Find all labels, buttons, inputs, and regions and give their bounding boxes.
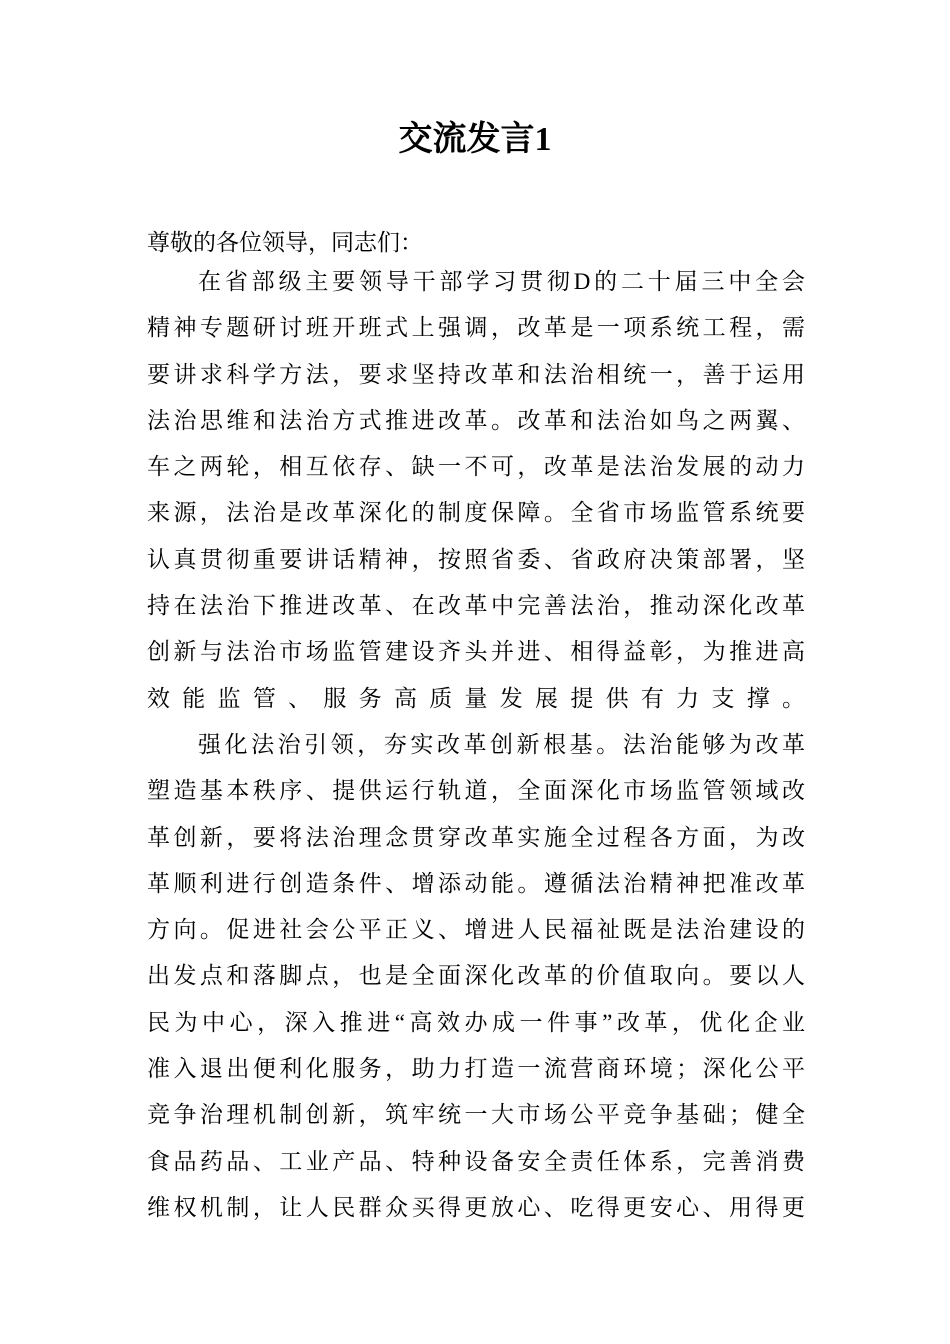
document-body (147, 266, 805, 1238)
paragraph-line: 精神专题研讨班开班式上强调，改革是一项系统工程，需 (147, 315, 805, 341)
paragraph-line: 竞争治理机制创新，筑牢统一大市场公平竞争基础；健全 (147, 1102, 805, 1128)
paragraph-line: 效能监管、服务高质量发展提供有力支撑。 (147, 685, 805, 711)
paragraph-line: 车之两轮，相互依存、缺一不可，改革是法治发展的动力 (147, 454, 805, 480)
paragraph-line: 民为中心，深入推进“高效办成一件事”改革，优化企业 (147, 1009, 805, 1035)
paragraph-line: 食品药品、工业产品、特种设备安全责任体系，完善消费 (147, 1148, 805, 1174)
paragraph-line: 准入退出便利化服务，助力打造一流营商环境；深化公平 (147, 1056, 805, 1082)
paragraph-line: 革创新，要将法治理念贯穿改革实施全过程各方面，为改 (147, 824, 805, 850)
paragraph-line: 塑造基本秩序、提供运行轨道，全面深化市场监管领域改 (147, 778, 805, 804)
document-title: 交流发言1 (398, 121, 552, 158)
paragraph-line: 革顺利进行创造条件、增添动能。遵循法治精神把准改革 (147, 870, 805, 896)
paragraph-line: 法治思维和法治方式推进改革。改革和法治如鸟之两翼、 (147, 407, 805, 433)
paragraph-line: 维权机制，让人民群众买得更放心、吃得更安心、用得更 (147, 1194, 805, 1220)
paragraph-line: 认真贯彻重要讲话精神，按照省委、省政府决策部署，坚 (147, 546, 805, 572)
paragraph-line: 方向。促进社会公平正义、增进人民福祉既是法治建设的 (147, 917, 805, 943)
paragraph-line: 创新与法治市场监管建设齐头并进、相得益彰，为推进高 (147, 639, 805, 665)
paragraph-line: 持在法治下推进改革、在改革中完善法治，推动深化改革 (147, 593, 805, 619)
paragraph-line: 强化法治引领，夯实改革创新根基。法治能够为改革 (198, 731, 805, 757)
paragraph-line: 要讲求科学方法，要求坚持改革和法治相统一，善于运用 (147, 361, 805, 387)
salutation: 尊敬的各位领导，同志们： (147, 230, 423, 255)
paragraph-line: 在省部级主要领导干部学习贯彻D的二十届三中全会 (198, 269, 805, 294)
paragraph-line: 出发点和落脚点，也是全面深化改革的价值取向。要以人 (147, 963, 805, 989)
paragraph-line: 来源，法治是改革深化的制度保障。全省市场监管系统要 (147, 500, 805, 526)
